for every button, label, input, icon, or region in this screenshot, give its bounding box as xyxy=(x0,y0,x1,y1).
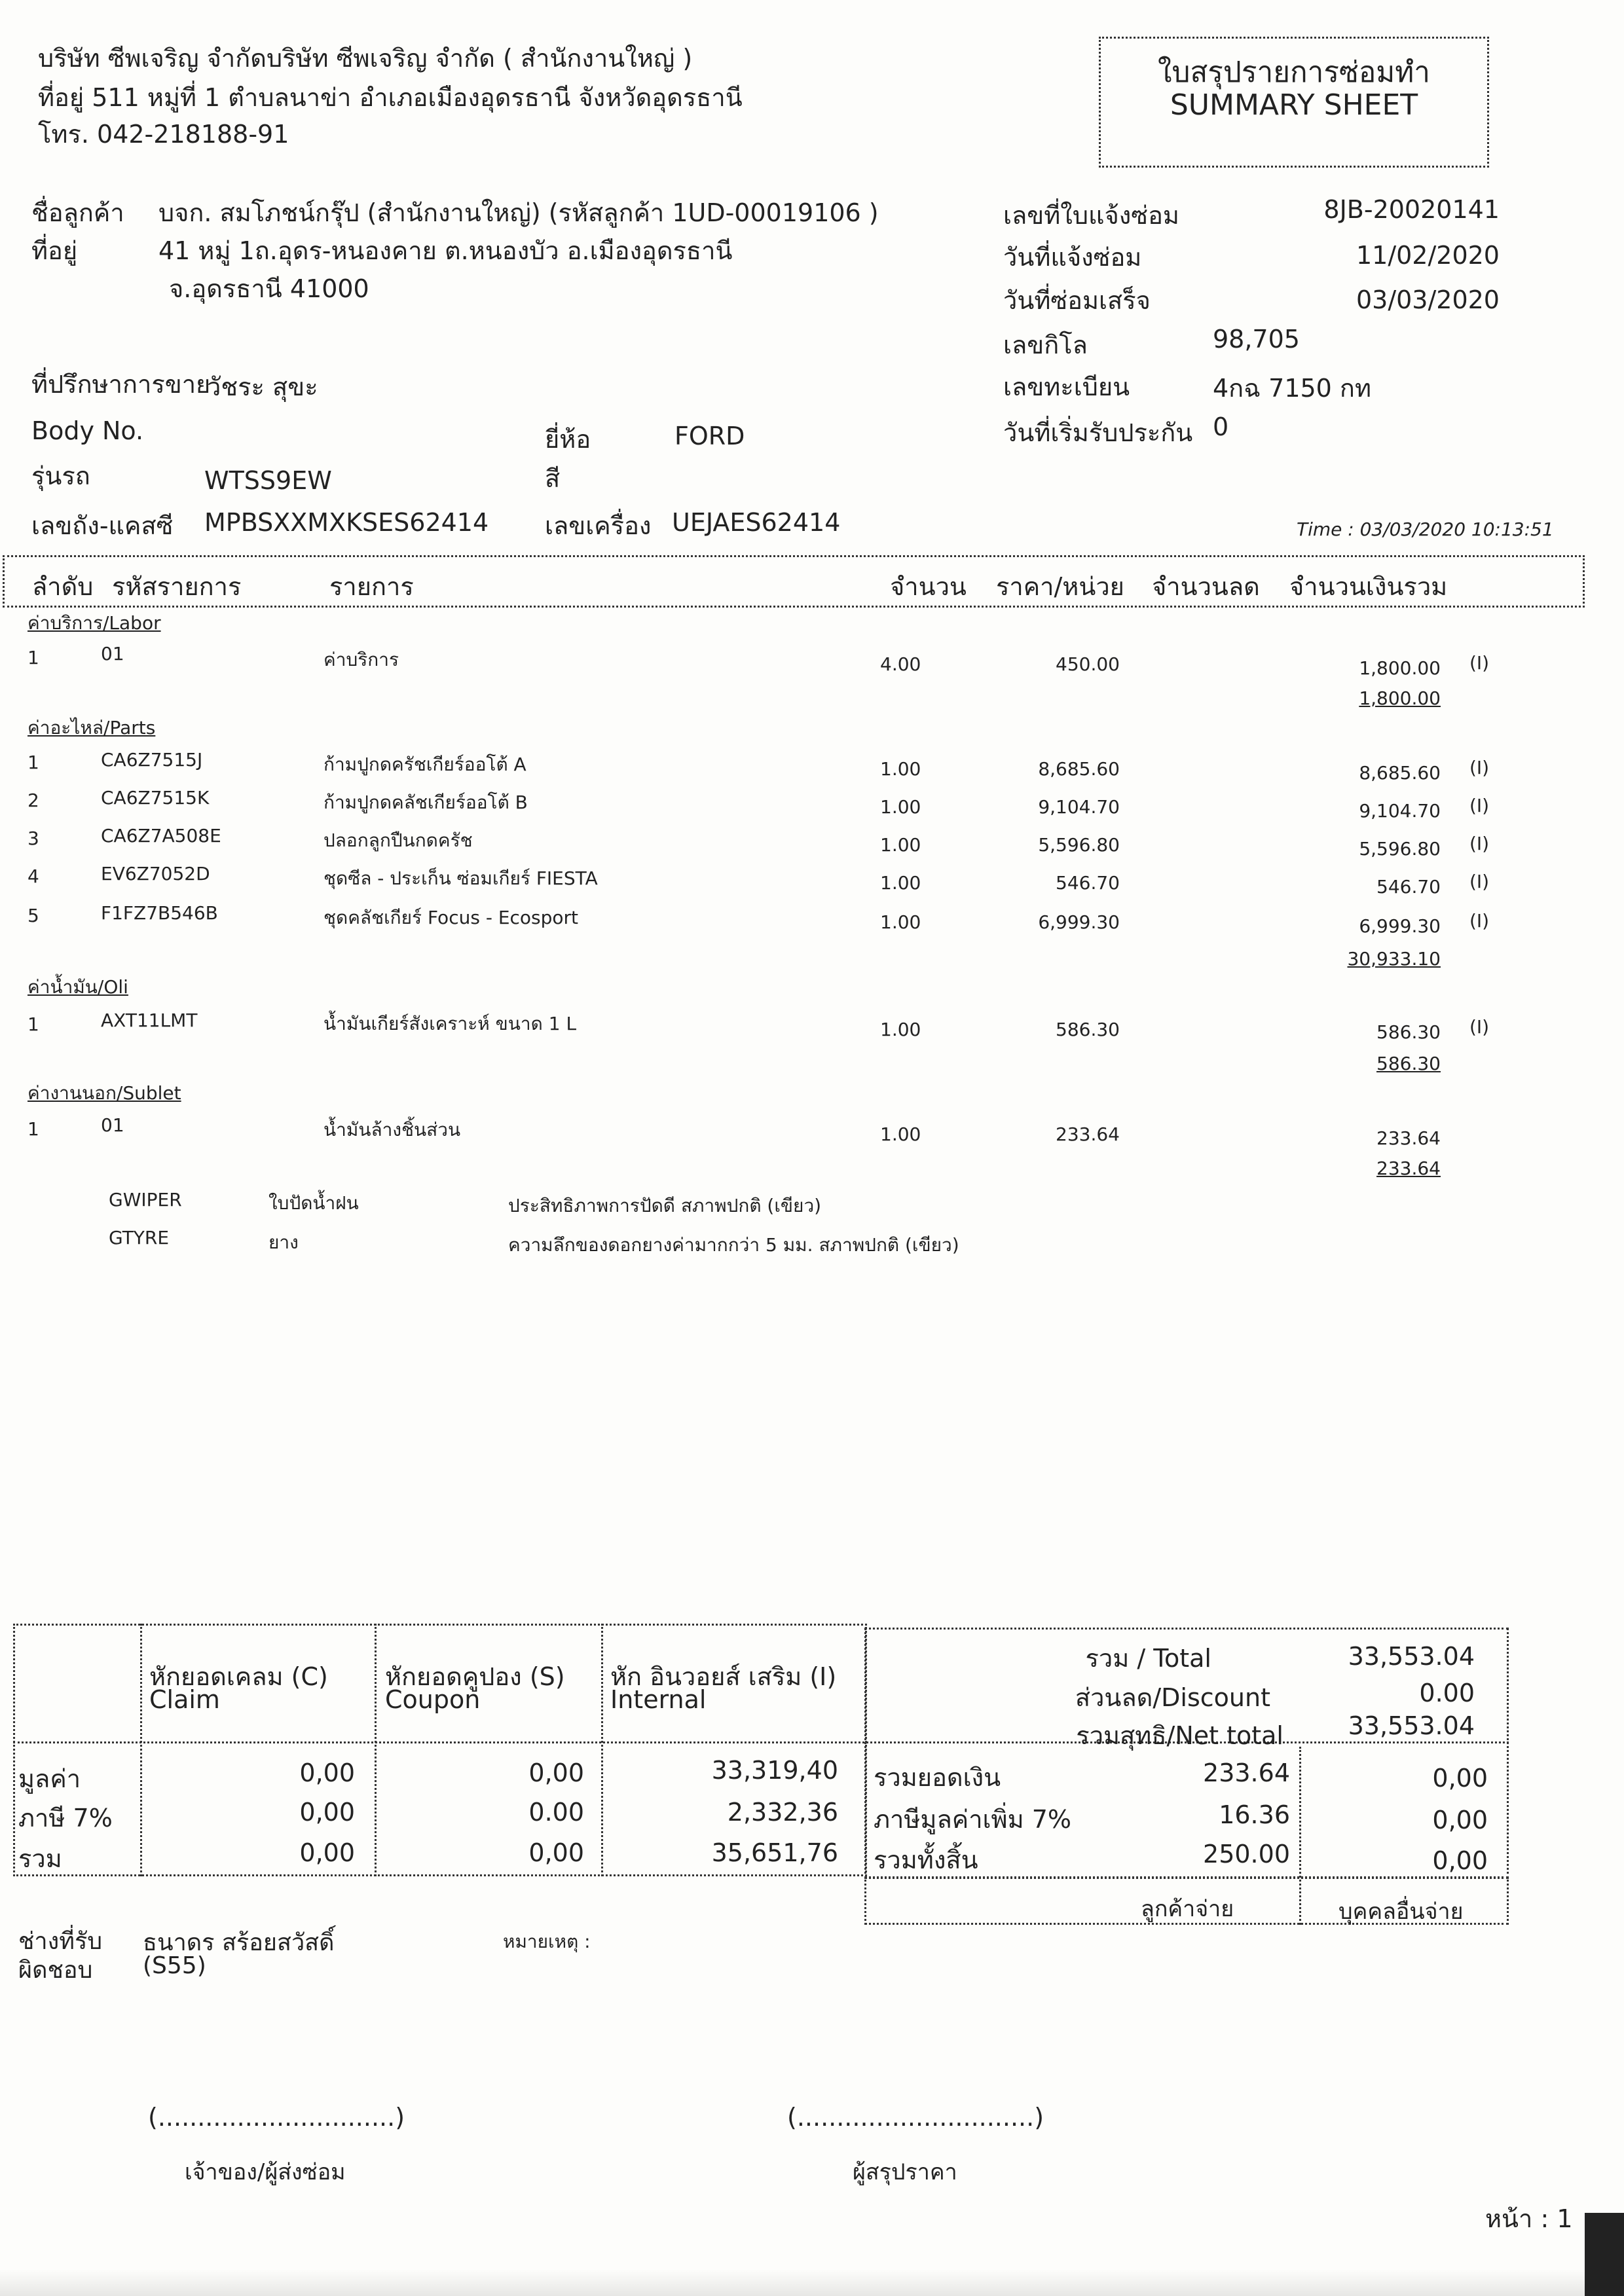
row-desc: น้ำมันล้างชิ้นส่วน xyxy=(323,1119,461,1140)
finish-date-value: 03/03/2020 xyxy=(1356,285,1500,314)
subtotal-oil: 586.30 xyxy=(1376,1053,1441,1074)
net-total-label: รวมสุทธิ/Net total xyxy=(1076,1721,1283,1750)
row-flag: (I) xyxy=(1469,1016,1490,1038)
row-code: F1FZ7B546B xyxy=(101,902,218,924)
row-flag: (I) xyxy=(1469,833,1490,854)
col-desc: รายการ xyxy=(329,572,414,601)
row-code: AXT11LMT xyxy=(101,1010,198,1031)
row-price: 9,104.70 xyxy=(1038,796,1120,818)
other-pay-grand: 0,00 xyxy=(1432,1846,1488,1875)
technician-name: ธนาดร สร้อยสวัสดิ์ xyxy=(143,1929,335,1956)
row-seq: 1 xyxy=(28,647,39,668)
subtotal-sublet: 233.64 xyxy=(1376,1157,1441,1179)
total-value: 33,553.04 xyxy=(1348,1642,1475,1671)
discount-value: 0.00 xyxy=(1419,1679,1475,1707)
check-code: GWIPER xyxy=(109,1189,182,1211)
row-amount: 5,596.80 xyxy=(1359,838,1441,860)
summarizer-signature-caption: ผู้สรุปราคา xyxy=(853,2159,957,2185)
owner-signature-caption: เจ้าของ/ผู้ส่งซ่อม xyxy=(185,2159,346,2185)
coupon-total: 0,00 xyxy=(528,1838,584,1867)
row-amount: 546.70 xyxy=(1376,876,1441,898)
row-qty: 1.00 xyxy=(880,796,921,818)
plate-value: 4กฉ 7150 กท xyxy=(1213,374,1371,403)
company-address: ที่อยู่ 511 หมู่ที่ 1 ตำบลนาข่า อำเภอเมืองอุดรธานี จังหวัดอุดรธานี xyxy=(38,83,743,112)
row-flag: (I) xyxy=(1469,652,1490,674)
row-amount: 586.30 xyxy=(1376,1021,1441,1043)
other-pay-vat: 0,00 xyxy=(1432,1806,1488,1834)
row-seq: 1 xyxy=(28,752,39,773)
notify-date-value: 11/02/2020 xyxy=(1356,241,1500,270)
customer-name-label: ชื่อลูกค้า xyxy=(31,198,124,227)
sales-advisor-label: ที่ปรึกษาการขาย xyxy=(31,370,211,399)
col-qty: จำนวน xyxy=(890,572,967,601)
internal-value: 33,319,40 xyxy=(711,1756,838,1785)
mileage-value: 98,705 xyxy=(1213,325,1300,354)
pay-label-grand: รวมทั้งสิ้น xyxy=(874,1846,978,1874)
row-price: 450.00 xyxy=(1056,653,1120,675)
section-title-parts: ค่าอะไหล่/Parts xyxy=(28,717,156,738)
scan-shadow-right xyxy=(1585,2213,1624,2296)
row-label-tax: ภาษี 7% xyxy=(18,1804,113,1832)
customer-pay-vat: 16.36 xyxy=(1219,1800,1290,1829)
pay-label-amount: รวมยอดเงิน xyxy=(874,1763,1001,1792)
row-code: CA6Z7515J xyxy=(101,749,203,771)
row-amount: 8,685.60 xyxy=(1359,762,1441,784)
net-total-value: 33,553.04 xyxy=(1348,1711,1475,1740)
row-code: CA6Z7515K xyxy=(101,787,210,809)
row-code: 01 xyxy=(101,1114,124,1136)
check-name: ใบปัดน้ำฝน xyxy=(268,1192,359,1214)
check-result: ความลึกของดอกยางค่ามากกว่า 5 มม. สภาพปกติ (เขียว) xyxy=(508,1234,959,1256)
col-discount: จำนวนลด xyxy=(1152,572,1260,601)
row-qty: 1.00 xyxy=(880,834,921,856)
row-qty: 1.00 xyxy=(880,911,921,933)
subtotal-parts: 30,933.10 xyxy=(1347,948,1441,970)
row-price: 233.64 xyxy=(1056,1123,1120,1145)
time-stamp: Time : 03/03/2020 10:13:51 xyxy=(1297,519,1554,540)
row-price: 5,596.80 xyxy=(1038,834,1120,856)
row-desc: ค่าบริการ xyxy=(323,649,399,670)
row-price: 586.30 xyxy=(1056,1019,1120,1040)
customer-address-line2: จ.อุดรธานี 41000 xyxy=(169,274,369,303)
remark-label: หมายเหตุ : xyxy=(503,1931,591,1952)
scan-shadow-bottom xyxy=(0,2270,1624,2296)
warranty-value: 0 xyxy=(1213,412,1229,441)
row-price: 6,999.30 xyxy=(1038,911,1120,933)
customer-pay-label: ลูกค้าจ่าย xyxy=(1141,1896,1234,1922)
warranty-label: วันที่เริ่มรับประกัน xyxy=(1003,418,1193,447)
claim-header-en: Claim xyxy=(149,1685,220,1714)
col-price: ราคา/หน่วย xyxy=(996,572,1124,601)
row-qty: 4.00 xyxy=(880,653,921,675)
mileage-label: เลขกิโล xyxy=(1003,331,1088,359)
coupon-value: 0,00 xyxy=(528,1758,584,1787)
row-seq: 2 xyxy=(28,790,39,811)
check-result: ประสิทธิภาพการปัดดี สภาพปกติ (เขียว) xyxy=(508,1195,822,1216)
technician-label-1: ช่างที่รับ xyxy=(18,1928,103,1955)
doc-title-box xyxy=(1099,37,1489,168)
row-flag: (I) xyxy=(1469,910,1490,932)
repair-no-value: 8JB-20020141 xyxy=(1323,195,1500,224)
pay-label-vat: ภาษีมูลค่าเพิ่ม 7% xyxy=(874,1805,1071,1834)
col-seq: ลำดับ xyxy=(32,572,94,601)
discount-label: ส่วนลด/Discount xyxy=(1075,1683,1270,1712)
customer-pay-amount: 233.64 xyxy=(1203,1758,1290,1787)
row-code: 01 xyxy=(101,643,124,665)
section-title-oil: ค่าน้ำมัน/Oli xyxy=(28,976,128,998)
row-seq: 4 xyxy=(28,866,39,887)
subtotal-labor: 1,800.00 xyxy=(1359,687,1441,709)
summarizer-signature-line: (..............................) xyxy=(787,2103,1044,2132)
row-amount: 233.64 xyxy=(1376,1127,1441,1149)
claim-total: 0,00 xyxy=(299,1838,355,1867)
customer-name-value: บจก. สมโภชน์กรุ๊ป (สำนักงานใหญ่) (รหัสลูกค้า 1UD-00019106 ) xyxy=(158,198,879,227)
customer-pay-grand: 250.00 xyxy=(1203,1840,1290,1868)
doc-title-th: ใบสรุปรายการซ่อมทำ xyxy=(1158,56,1430,89)
row-desc: ก้ามปูกดคลัชเกียร์ออโต้ B xyxy=(323,792,528,813)
company-phone: โทร. 042-218188-91 xyxy=(38,120,289,149)
finish-date-label: วันที่ซ่อมเสร็จ xyxy=(1003,286,1151,315)
row-price: 546.70 xyxy=(1056,872,1120,894)
check-name: ยาง xyxy=(268,1231,299,1253)
row-seq: 1 xyxy=(28,1013,39,1035)
check-code: GTYRE xyxy=(109,1227,170,1248)
technician-code: (S55) xyxy=(143,1952,206,1979)
chassis-label: เลขถัง-แคสซี xyxy=(31,511,174,540)
plate-label: เลขทะเบียน xyxy=(1003,373,1130,401)
model-value: WTSS9EW xyxy=(204,466,332,495)
body-no-label: Body No. xyxy=(31,416,144,445)
row-qty: 1.00 xyxy=(880,872,921,894)
row-flag: (I) xyxy=(1469,871,1490,892)
row-qty: 1.00 xyxy=(880,758,921,780)
technician-label-2: ผิดชอบ xyxy=(18,1957,93,1984)
row-price: 8,685.60 xyxy=(1038,758,1120,780)
page-number: หน้า : 1 xyxy=(1485,2204,1573,2233)
claim-value: 0,00 xyxy=(299,1758,355,1787)
col-amount: จำนวนเงินรวม xyxy=(1289,572,1448,601)
internal-total: 35,651,76 xyxy=(711,1838,838,1867)
internal-tax: 2,332,36 xyxy=(727,1798,838,1827)
row-label-value: มูลค่า xyxy=(18,1764,81,1793)
row-flag: (I) xyxy=(1469,757,1490,778)
row-code: EV6Z7052D xyxy=(101,863,210,884)
chassis-value: MPBSXXMXKSES62414 xyxy=(204,508,489,537)
row-seq: 1 xyxy=(28,1118,39,1140)
engine-label: เลขเครื่อง xyxy=(545,511,652,540)
brand-label: ยี่ห้อ xyxy=(545,425,591,454)
claim-tax: 0,00 xyxy=(299,1798,355,1827)
row-code: CA6Z7A508E xyxy=(101,825,221,847)
section-title-labor: ค่าบริการ/Labor xyxy=(28,612,161,634)
customer-address-line1: 41 หมู่ 1ถ.อุดร-หนองคาย ต.หนองบัว อ.เมืองอุดรธานี xyxy=(158,236,733,265)
row-seq: 3 xyxy=(28,828,39,849)
brand-value: FORD xyxy=(674,422,745,450)
color-label: สี xyxy=(545,464,561,493)
row-qty: 1.00 xyxy=(880,1019,921,1040)
internal-header-th: หัก อินวอยส์ เสริม (I) xyxy=(610,1662,837,1691)
owner-signature-line: (..............................) xyxy=(148,2103,405,2132)
other-pay-amount: 0,00 xyxy=(1432,1764,1488,1793)
coupon-header-en: Coupon xyxy=(385,1685,481,1714)
row-desc: ปลอกลูกปืนกดครัช xyxy=(323,829,473,851)
col-code: รหัสรายการ xyxy=(112,572,242,601)
coupon-tax: 0.00 xyxy=(528,1798,584,1827)
row-flag: (I) xyxy=(1469,795,1490,816)
claim-header-th: หักยอดเคลม (C) xyxy=(149,1662,328,1691)
doc-title-en: SUMMARY SHEET xyxy=(1170,88,1418,122)
row-desc: ก้ามปูกดครัชเกียร์ออโต้ A xyxy=(323,754,526,775)
repair-no-label: เลขที่ใบแจ้งซ่อม xyxy=(1003,201,1179,230)
row-amount: 9,104.70 xyxy=(1359,800,1441,822)
section-title-sublet: ค่างานนอก/Sublet xyxy=(28,1082,181,1104)
engine-value: UEJAES62414 xyxy=(672,508,841,537)
row-desc: ชุดคลัชเกียร์ Focus - Ecosport xyxy=(323,907,579,928)
company-name: บริษัท ซีพเจริญ จำกัดบริษัท ซีพเจริญ จำกัด ( สำนักงานใหญ่ ) xyxy=(38,44,693,73)
other-pay-label: บุคคลอื่นจ่าย xyxy=(1338,1899,1464,1925)
row-amount: 1,800.00 xyxy=(1359,657,1441,679)
row-desc: ชุดซีล - ประเก็น ซ่อมเกียร์ FIESTA xyxy=(323,867,598,889)
row-label-total: รวม xyxy=(18,1844,62,1873)
row-amount: 6,999.30 xyxy=(1359,915,1441,937)
row-qty: 1.00 xyxy=(880,1123,921,1145)
notify-date-label: วันที่แจ้งซ่อม xyxy=(1003,243,1142,272)
model-label: รุ่นรถ xyxy=(31,462,90,490)
internal-header-en: Internal xyxy=(610,1685,707,1714)
total-label: รวม / Total xyxy=(1085,1644,1211,1673)
coupon-header-th: หักยอดคูปอง (S) xyxy=(385,1662,565,1691)
row-desc: น้ำมันเกียร์สังเคราะห์ ขนาด 1 L xyxy=(323,1013,577,1034)
items-table-header xyxy=(3,555,1585,608)
sales-advisor-value: วัชระ สุขะ xyxy=(207,373,318,401)
customer-address-label: ที่อยู่ xyxy=(31,236,78,265)
row-seq: 5 xyxy=(28,905,39,926)
